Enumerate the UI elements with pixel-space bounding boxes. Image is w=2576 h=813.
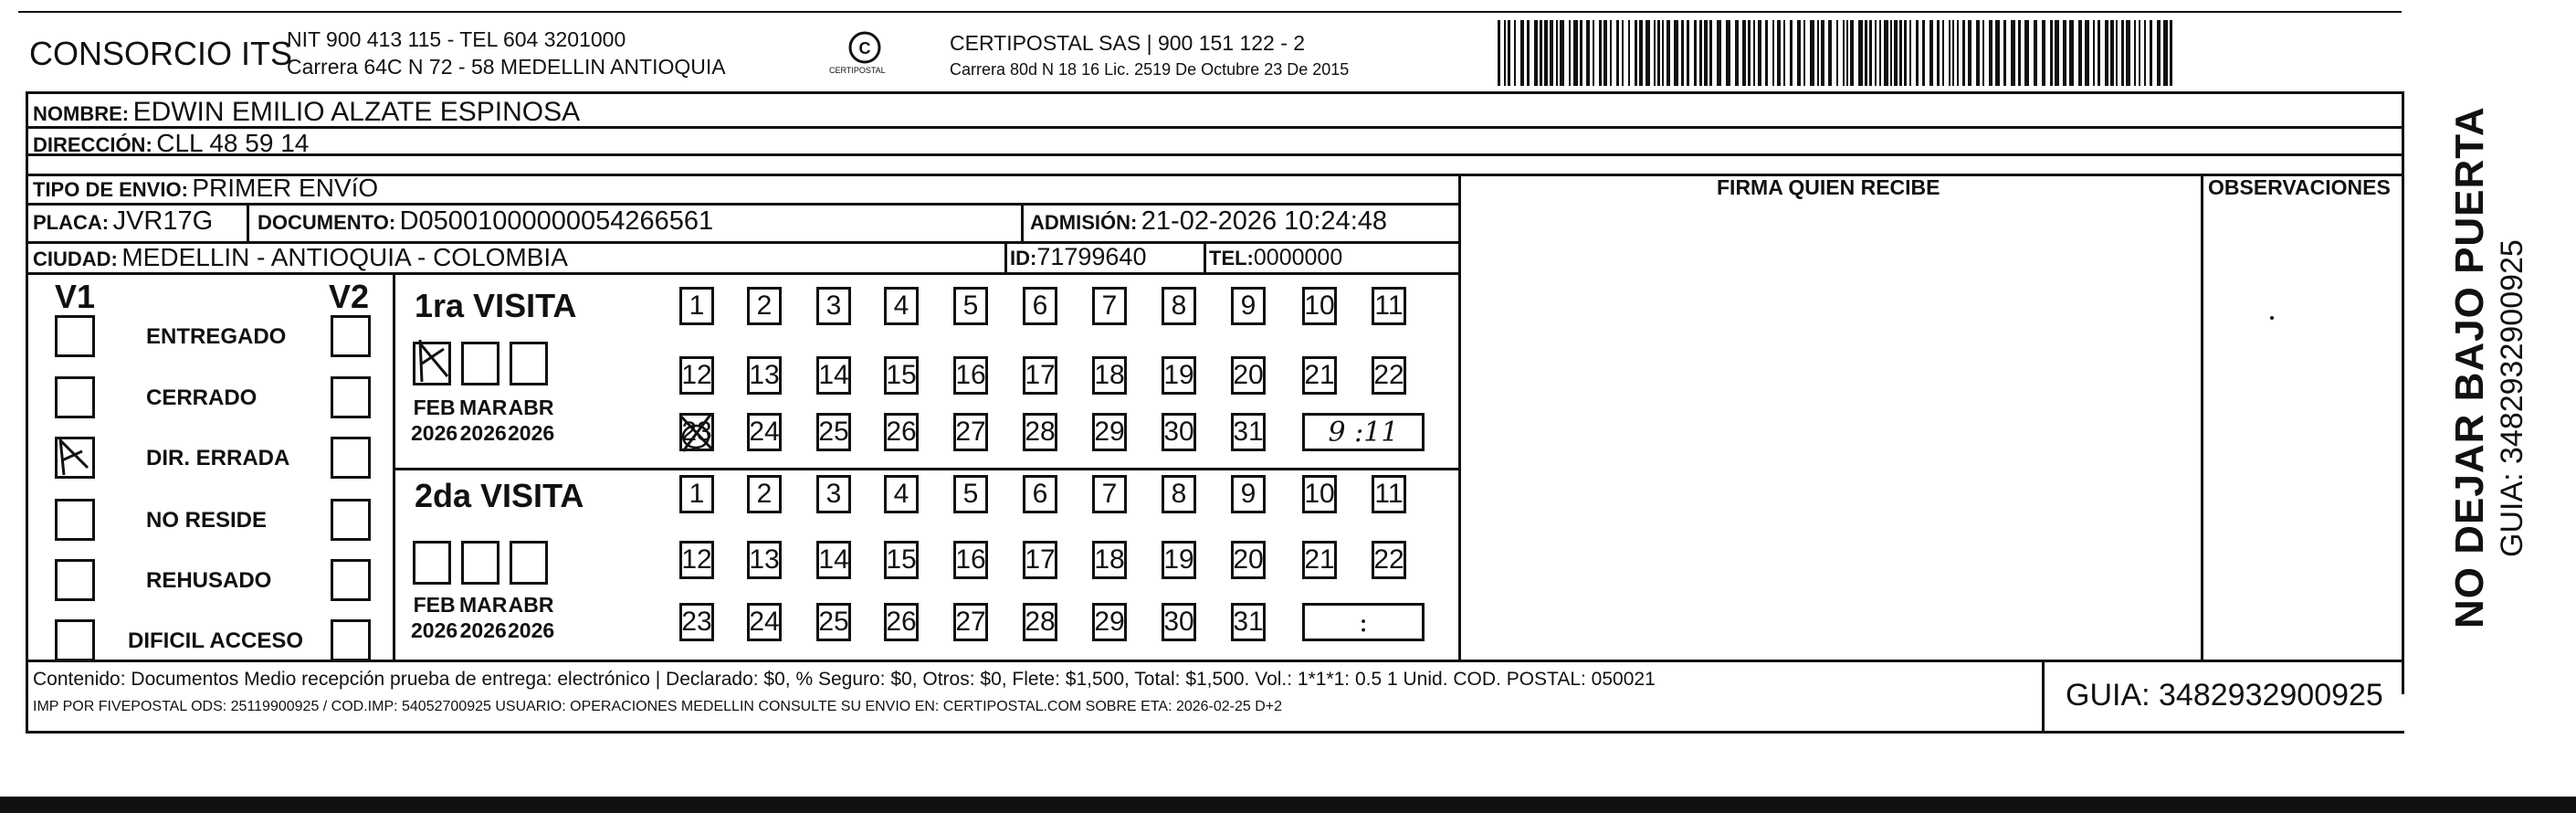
status-label: REHUSADO <box>146 568 272 593</box>
barcode-bar <box>1904 20 1907 86</box>
placa: JVR17G <box>112 206 214 236</box>
barcode-bar <box>2034 20 2037 86</box>
nombre-label: NOMBRE: <box>33 102 130 125</box>
barcode-bar <box>1586 20 1590 86</box>
day-box[interactable]: 12 <box>679 541 714 579</box>
ciudad: MEDELLIN - ANTIOQUIA - COLOMBIA <box>121 243 568 271</box>
barcode-bar <box>2050 20 2053 86</box>
month-checkbox[interactable] <box>510 342 548 385</box>
visit-time-box[interactable]: : <box>1302 603 1425 641</box>
barcode-bar <box>2024 20 2029 86</box>
barcode-bar <box>1790 20 1793 86</box>
month-checkbox[interactable] <box>510 541 548 585</box>
admision: 21-02-2026 10:24:48 <box>1141 206 1388 236</box>
barcode-bar <box>1662 20 1664 86</box>
barcode-bar <box>1758 20 1761 86</box>
month-label <box>508 592 554 643</box>
barcode-bar <box>1514 20 1516 86</box>
status-label: DIFICIL ACCESO <box>128 628 304 653</box>
status-label: NO RESIDE <box>146 508 268 533</box>
barcode-bar <box>1962 20 1965 86</box>
observations-area[interactable] <box>2203 203 2400 658</box>
barcode-bar <box>2121 20 2124 86</box>
day-box[interactable]: 16 <box>953 541 988 579</box>
recipient-address: CLL 48 59 14 <box>156 129 310 157</box>
barcode-bar <box>1508 20 1510 86</box>
barcode-bar <box>1957 20 1959 86</box>
company-address: Carrera 64C N 72 - 58 MEDELLIN ANTIOQUIA <box>287 55 726 79</box>
barcode-bar <box>1674 20 1678 86</box>
barcode-bar <box>1520 20 1524 86</box>
barcode-bar <box>1527 20 1530 86</box>
day-box[interactable]: 30 <box>1162 413 1196 451</box>
company-name: CONSORCIO ITS <box>29 35 293 72</box>
signature-area[interactable] <box>1461 203 2199 658</box>
barcode-bar <box>1884 20 1888 86</box>
day-box[interactable]: 18 <box>1092 541 1127 579</box>
barcode-bar <box>1540 20 1542 86</box>
barcode-bar <box>2110 20 2114 86</box>
month-name: MAR <box>459 396 508 419</box>
day-box[interactable]: 2 <box>747 475 782 513</box>
day-box[interactable]: 12 <box>679 356 714 395</box>
barcode-bar <box>1560 20 1564 86</box>
barcode-bar <box>1717 20 1721 86</box>
barcode-bar <box>1667 20 1670 86</box>
day-box[interactable]: 20 <box>1231 356 1266 395</box>
day-box[interactable]: 15 <box>884 356 919 395</box>
ciudad-label: CIUDAD: <box>33 248 118 270</box>
day-box[interactable]: 5 <box>953 287 988 325</box>
barcode-bar <box>1916 20 1919 86</box>
barcode-bar <box>1622 20 1624 86</box>
day-box[interactable]: 4 <box>884 287 919 325</box>
status-label: CERRADO <box>146 385 258 410</box>
barcode-bar <box>1843 20 1845 86</box>
day-box[interactable]: 26 <box>884 603 919 641</box>
month-year: 2026 <box>508 618 555 642</box>
day-box[interactable]: 2 <box>747 287 782 325</box>
barcode-bar <box>1875 20 1877 86</box>
footer-guia: GUIA: 3482932900925 <box>2066 678 2383 713</box>
barcode-bar <box>1580 20 1582 86</box>
day-box[interactable]: 1 <box>679 287 714 325</box>
barcode-bar <box>1628 20 1630 86</box>
barcode-bar <box>1635 20 1637 86</box>
barcode-bar <box>2069 20 2074 86</box>
tel-label: TEL: <box>1209 247 1254 269</box>
barcode-bar <box>2098 20 2100 86</box>
barcode-bar <box>2126 20 2130 86</box>
v2-header: V2 <box>329 278 370 315</box>
recipient-name: EDWIN EMILIO ALZATE ESPINOSA <box>132 97 581 127</box>
barcode-bar <box>1810 20 1814 86</box>
day-box[interactable]: 29 <box>1092 603 1127 641</box>
observaciones-header: OBSERVACIONES <box>2208 175 2391 199</box>
barcode-bar <box>1803 20 1805 86</box>
barcode-bar <box>1995 20 2000 86</box>
day-box[interactable]: 4 <box>884 475 919 513</box>
barcode-bar <box>1753 20 1755 86</box>
visit-time-box[interactable]: 9 :11 <box>1302 413 1425 451</box>
barcode-bar <box>1865 20 1867 86</box>
barcode-bar <box>1922 20 1925 86</box>
day-box[interactable]: 6 <box>1023 287 1057 325</box>
month-label <box>459 592 507 643</box>
barcode-bar <box>1569 20 1571 86</box>
documento: D05001000000054266561 <box>399 206 714 236</box>
month-year: 2026 <box>411 421 458 445</box>
barcode-bar <box>1573 20 1578 86</box>
barcode-bar <box>1687 20 1689 86</box>
v2-checkbox[interactable] <box>331 559 371 601</box>
v2-checkbox[interactable] <box>331 619 371 661</box>
barcode-bar <box>2085 20 2089 86</box>
month-name: ABR <box>508 593 554 617</box>
barcode-bar <box>2003 20 2006 86</box>
day-box[interactable]: 23 <box>679 603 714 641</box>
v2-checkbox[interactable] <box>331 315 371 357</box>
day-box[interactable]: 25 <box>816 413 851 451</box>
month-name: FEB <box>413 593 456 617</box>
day-box[interactable]: 7 <box>1092 287 1127 325</box>
month-label <box>459 395 507 446</box>
barcode-bar <box>1726 20 1730 86</box>
month-name: FEB <box>413 396 456 419</box>
second-visit-title: 2da VISITA <box>415 477 584 514</box>
firma-header: FIRMA QUIEN RECIBE <box>1717 175 1940 199</box>
day-box[interactable]: 10 <box>1302 287 1337 325</box>
day-box[interactable]: 14 <box>816 356 851 395</box>
barcode-bar <box>1735 20 1739 86</box>
barcode-bar <box>1765 20 1768 86</box>
contenido-line: Contenido: Documentos Medio recepción prueba de entrega: electrónico | Declarado: $0, % Seguro: $0, Otros: $0, Flete: $1,500, Total: $1,500. Vol.: 1*1*1: 0.5 1 Unid. COD. POSTAL: 050021 <box>33 669 1656 690</box>
day-box[interactable]: 1 <box>679 475 714 513</box>
day-box[interactable]: 23 <box>679 413 714 451</box>
barcode-bar <box>1879 20 1881 86</box>
barcode-bar <box>1989 20 1992 86</box>
recipient-tel: 0000000 <box>1253 245 1343 270</box>
day-box[interactable]: 21 <box>1302 541 1337 579</box>
month-year: 2026 <box>411 618 458 642</box>
barcode-bar <box>2078 20 2082 86</box>
barcode-bar <box>2116 20 2118 86</box>
barcode-bar <box>1937 20 1940 86</box>
month-year: 2026 <box>508 421 555 445</box>
day-box[interactable]: 31 <box>1231 603 1266 641</box>
barcode-bar <box>1929 20 1933 86</box>
day-box[interactable]: 7 <box>1092 475 1127 513</box>
day-box[interactable]: 15 <box>884 541 919 579</box>
recipient-id: 71799640 <box>1036 243 1147 270</box>
month-name: ABR <box>508 396 554 419</box>
day-box[interactable]: 22 <box>1372 541 1406 579</box>
barcode-bar <box>1836 20 1838 86</box>
side-guia: GUIA: 3482932900925 <box>2495 239 2529 557</box>
barcode-bar <box>1942 20 1944 86</box>
barcode-bar <box>1694 20 1697 86</box>
day-box[interactable]: 24 <box>747 413 782 451</box>
barcode-bar <box>2093 20 2095 86</box>
month-checkbox[interactable] <box>461 541 499 585</box>
day-box[interactable]: 28 <box>1023 603 1057 641</box>
barcode-bar <box>1817 20 1819 86</box>
day-box[interactable]: 13 <box>747 541 782 579</box>
day-box[interactable]: 3 <box>816 287 851 325</box>
barcode-bar <box>1550 20 1553 86</box>
barcode-bar <box>2163 20 2168 86</box>
day-box[interactable]: 9 <box>1231 287 1266 325</box>
admision-label: ADMISIÓN: <box>1030 211 1138 234</box>
barcode-bar <box>1890 20 1892 86</box>
day-box[interactable]: 26 <box>884 413 919 451</box>
barcode-bar <box>1504 20 1506 86</box>
barcode-bar <box>2139 20 2140 86</box>
barcode-bar <box>1828 20 1832 86</box>
barcode-bar <box>1869 20 1872 86</box>
stray-dot <box>2270 316 2274 320</box>
day-box[interactable]: 24 <box>747 603 782 641</box>
v2-checkbox[interactable] <box>331 376 371 418</box>
barcode-bar <box>2157 20 2161 86</box>
barcode-bar <box>1699 20 1702 86</box>
v1-checkbox[interactable] <box>55 315 95 357</box>
month-label <box>411 395 457 446</box>
barcode-bar <box>1797 20 1801 86</box>
day-box[interactable]: 19 <box>1162 356 1196 395</box>
day-box[interactable]: 28 <box>1023 413 1057 451</box>
first-visit-title: 1ra VISITA <box>415 287 577 324</box>
day-box[interactable]: 9 <box>1231 475 1266 513</box>
tipo-envio-label: TIPO DE ENVIO: <box>33 178 188 201</box>
barcode-bar <box>1777 20 1781 86</box>
day-box[interactable]: 17 <box>1023 541 1057 579</box>
day-box[interactable]: 6 <box>1023 475 1057 513</box>
barcode-bar <box>1639 20 1643 86</box>
handwritten-check-mark <box>55 433 95 479</box>
v1-checkbox[interactable] <box>55 619 95 661</box>
barcode-bar <box>1556 20 1558 86</box>
barcode-bar <box>2063 20 2066 86</box>
v2-checkbox[interactable] <box>331 499 371 541</box>
direccion-label: DIRECCIÓN: <box>33 133 152 156</box>
barcode-bar <box>2144 20 2146 86</box>
barcode-bar <box>1846 20 1848 86</box>
day-box[interactable]: 27 <box>953 603 988 641</box>
status-label: ENTREGADO <box>146 324 287 349</box>
day-box[interactable]: 31 <box>1231 413 1266 451</box>
barcode-bar <box>1976 20 1980 86</box>
barcode-bar <box>1742 20 1746 86</box>
v1-checkbox[interactable] <box>55 559 95 601</box>
barcode-bar <box>1783 20 1785 86</box>
documento-label: DOCUMENTO: <box>258 211 396 234</box>
day-box[interactable]: 25 <box>816 603 851 641</box>
logo-text: CERTIPOSTAL <box>829 66 886 75</box>
barcode-bar <box>1544 20 1548 86</box>
barcode-bar <box>1498 20 1500 86</box>
day-box[interactable]: 3 <box>816 475 851 513</box>
month-year: 2026 <box>459 421 507 445</box>
day-box[interactable]: 21 <box>1302 356 1337 395</box>
barcode-bar <box>2134 20 2136 86</box>
day-box[interactable]: 5 <box>953 475 988 513</box>
tipo-envio: PRIMER ENVíO <box>192 174 379 202</box>
barcode-bar <box>1949 20 1950 86</box>
day-box[interactable]: 20 <box>1231 541 1266 579</box>
day-box[interactable]: 19 <box>1162 541 1196 579</box>
day-box[interactable]: 17 <box>1023 356 1057 395</box>
day-box[interactable]: 30 <box>1162 603 1196 641</box>
status-label: DIR. ERRADA <box>146 446 290 470</box>
barcode-bar <box>1909 20 1911 86</box>
barcode-bar <box>1858 20 1863 86</box>
month-checkbox[interactable] <box>413 541 451 585</box>
barcode-bar <box>1681 20 1684 86</box>
carrier-license: Carrera 80d N 18 16 Lic. 2519 De Octubre 23 De 2015 <box>950 60 1350 79</box>
barcode-icon <box>1498 20 2182 86</box>
v1-checkbox[interactable] <box>55 376 95 418</box>
day-box[interactable]: 10 <box>1302 475 1337 513</box>
company-nit: NIT 900 413 115 - TEL 604 3201000 <box>287 27 626 51</box>
bottom-band <box>0 797 2576 813</box>
barcode-bar <box>1534 20 1538 86</box>
day-box[interactable]: 8 <box>1162 475 1196 513</box>
imp-line: IMP POR FIVEPOSTAL ODS: 25119900925 / COD.IMP: 54052700925 USUARIO: OPERACIONES MEDELLIN CONSULTE SU ENVIO EN: CERTIPOSTAL.COM SOBRE ETA: 2026-02-25 D+2 <box>33 699 1283 714</box>
month-label <box>508 395 554 446</box>
barcode-bar <box>1593 20 1594 86</box>
day-box[interactable]: 14 <box>816 541 851 579</box>
barcode-bar <box>1850 20 1854 86</box>
barcode-bar <box>1821 20 1824 86</box>
carrier-name: CERTIPOSTAL SAS | 900 151 122 - 2 <box>950 31 1306 55</box>
id-label: ID: <box>1010 247 1037 269</box>
barcode-bar <box>1899 20 1902 86</box>
day-box[interactable]: 11 <box>1372 475 1406 513</box>
barcode-bar <box>2018 20 2021 86</box>
month-label <box>411 592 457 643</box>
handwritten-check-mark <box>413 336 457 385</box>
barcode-bar <box>2055 20 2059 86</box>
barcode-bar <box>1654 20 1656 86</box>
day-box[interactable]: 16 <box>953 356 988 395</box>
barcode-bar <box>1982 20 1984 86</box>
day-box[interactable]: 22 <box>1372 356 1406 395</box>
day-box[interactable]: 29 <box>1092 413 1127 451</box>
placa-label: PLACA: <box>33 211 110 234</box>
barcode-bar <box>1748 20 1751 86</box>
day-box[interactable]: 11 <box>1372 287 1406 325</box>
barcode-bar <box>1616 20 1619 86</box>
certipostal-logo-icon <box>829 26 895 86</box>
barcode-bar <box>1772 20 1774 86</box>
barcode-bar <box>1709 20 1712 86</box>
barcode-bar <box>2105 20 2108 86</box>
handwritten-cross-mark <box>676 409 718 457</box>
day-box[interactable]: 27 <box>953 413 988 451</box>
day-box[interactable]: 8 <box>1162 287 1196 325</box>
barcode-bar <box>1599 20 1602 86</box>
barcode-bar <box>2011 20 2015 86</box>
barcode-bar <box>1610 20 1612 86</box>
barcode-bar <box>1952 20 1954 86</box>
barcode-bar <box>2150 20 2152 86</box>
barcode-bar <box>1704 20 1708 86</box>
month-checkbox[interactable] <box>461 342 499 385</box>
barcode-bar <box>2042 20 2045 86</box>
v2-checkbox[interactable] <box>331 437 371 479</box>
side-warning: NO DEJAR BAJO PUERTA <box>2447 106 2492 628</box>
svg-text:C: C <box>858 39 871 58</box>
barcode-bar <box>1894 20 1898 86</box>
month-name: MAR <box>459 593 508 617</box>
v1-checkbox[interactable] <box>55 499 95 541</box>
barcode-bar <box>1603 20 1607 86</box>
barcode-bar <box>2170 20 2172 86</box>
day-box[interactable]: 18 <box>1092 356 1127 395</box>
month-year: 2026 <box>459 618 507 642</box>
day-box[interactable]: 13 <box>747 356 782 395</box>
barcode-bar <box>1645 20 1650 86</box>
barcode-bar <box>1657 20 1660 86</box>
v1-header: V1 <box>55 278 96 315</box>
barcode-bar <box>1968 20 1971 86</box>
